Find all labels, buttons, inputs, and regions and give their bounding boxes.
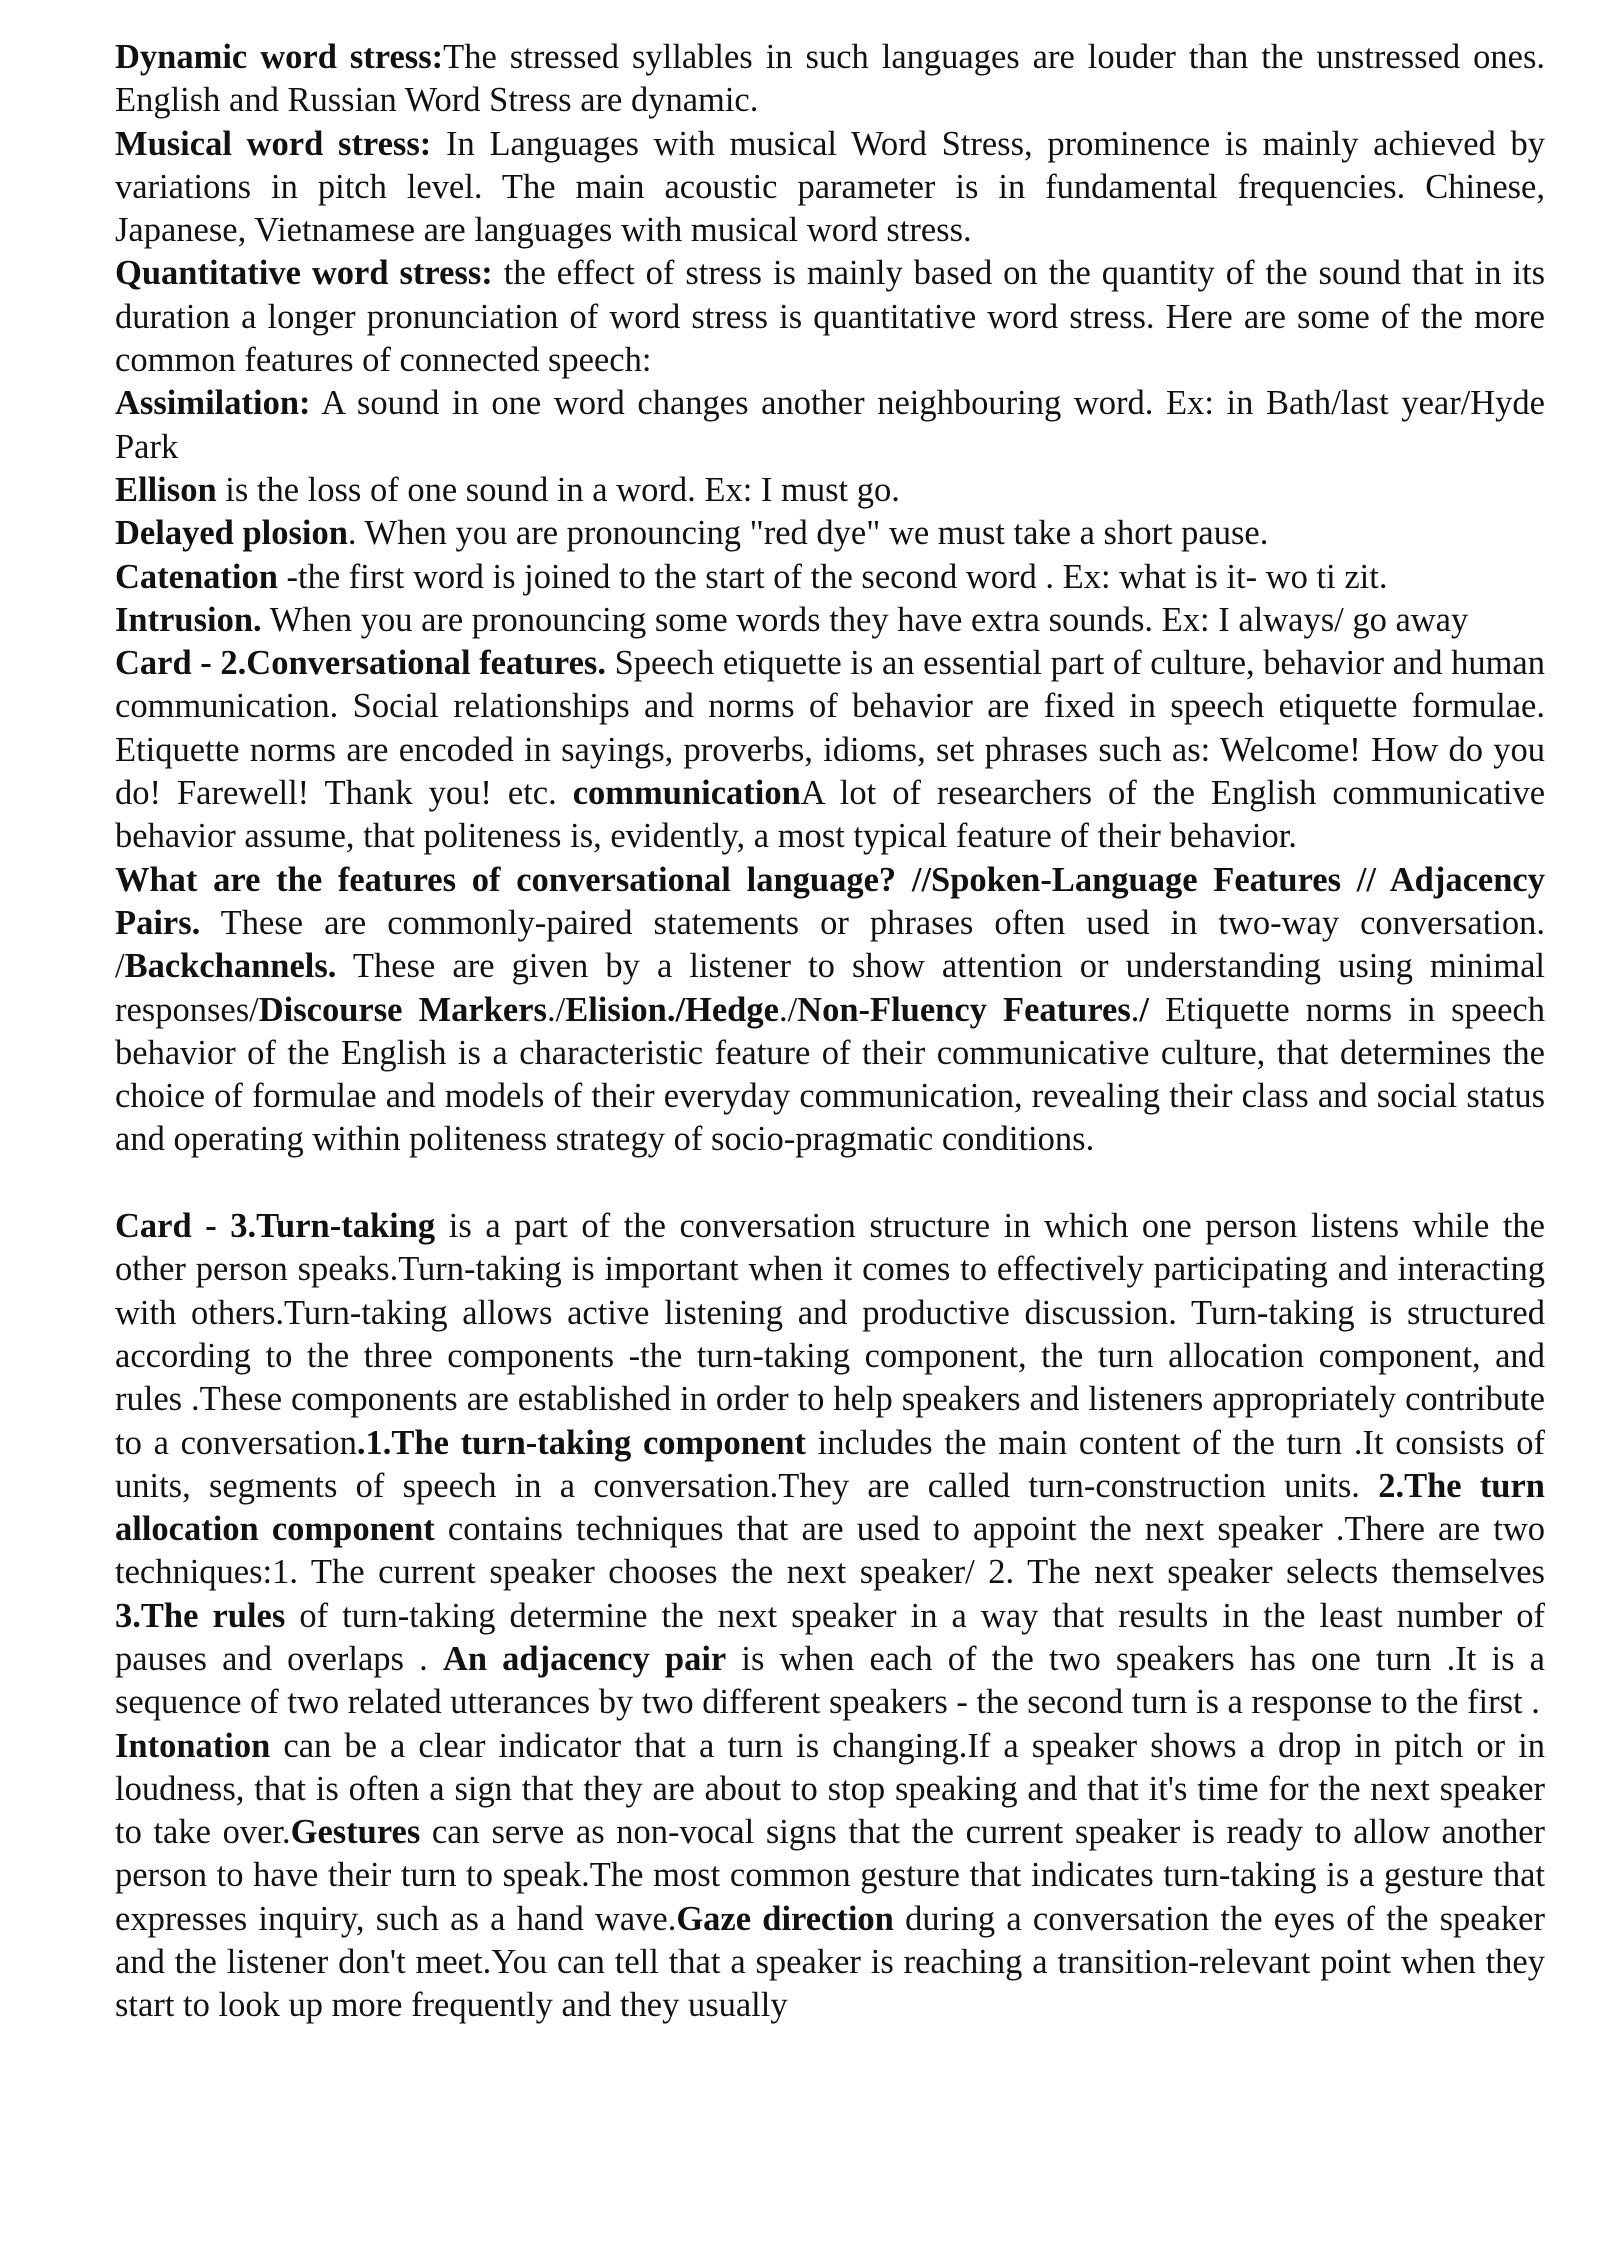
paragraph-intrusion <box>115 599 1545 642</box>
bold-term: Ellison <box>115 470 217 509</box>
body-text: When you are pronouncing some words they have extra sounds. Ex: I always/ go away <box>261 600 1469 639</box>
bold-term: Musical word stress: <box>115 124 432 163</box>
body-text: The stressed syllables in such languages are louder than the unstressed ones. English and Russian Word Stress are dynamic. <box>115 38 1545 120</box>
body-text: . <box>1130 990 1140 1029</box>
body-text: of turn-taking determine the next speaker in a way that results in the least number of pauses and overlaps . <box>115 1596 1545 1678</box>
body-text: is when each of the two speakers has one turn .It is a sequence of two related utterances by two different speakers - the second turn is a response to the first . <box>115 1639 1545 1722</box>
paragraph-delayed-plosion <box>115 512 1545 555</box>
body-text: includes the main content of the turn .It consists of units, segments of speech in a conversation.They are called turn-construction units. <box>115 1423 1545 1505</box>
document-page <box>115 36 1545 2028</box>
bold-term: Catenation <box>115 557 278 596</box>
paragraph-quantitative-stress <box>115 252 1545 382</box>
bold-term: Card - 2.Conversational features. <box>115 644 606 683</box>
body-text: ./ <box>778 990 798 1029</box>
body-text: ./ <box>546 990 566 1029</box>
paragraph-conversational-language <box>115 859 1545 1162</box>
bold-term: Backchannels. <box>124 947 337 986</box>
bold-term: .1.The turn-taking component <box>356 1423 806 1462</box>
bold-term: communication <box>572 774 801 813</box>
bold-term: Gestures <box>290 1813 421 1852</box>
paragraph-catenation <box>115 556 1545 599</box>
bold-term: Dynamic word stress: <box>115 38 444 76</box>
paragraph-assimilation <box>115 382 1545 469</box>
body-text: -the first word is joined to the start of the second word . Ex: what is it- wo ti zit. <box>277 557 1388 596</box>
bold-term: Discourse Markers <box>258 990 547 1029</box>
bold-term: 3.The rules <box>115 1596 286 1635</box>
body-text: Speech etiquette is an essential part of culture, behavior and human communication. Social relationships and norms of behavior are fixed in speech etiquette formulae. Etiquette norms are encoded in sayings, proverbs, idioms, set phrases such as: Welcome! How do you do! Farewell! Thank you! etc. <box>115 644 1545 813</box>
body-text: A sound in one word changes another neighbouring word. Ex: in Bath/last year/Hyde Park <box>115 384 1545 466</box>
bold-term: Non-Fluency Features <box>797 990 1131 1029</box>
bold-term: Intrusion. <box>115 600 262 639</box>
body-text: during a conversation the eyes of the speaker and the listener don't meet.You can tell that a speaker is reaching a transition-relevant point when they start to look up more frequently and they usually <box>115 1899 1545 2025</box>
body-text: can be a clear indicator that a turn is changing.If a speaker shows a drop in pitch or in loudness, that is often a sign that they are about to stop speaking and that it's time for the next speaker to take over. <box>115 1726 1545 1852</box>
bold-term: Card - 3.Turn-taking <box>115 1207 436 1246</box>
bold-term: An adjacency pair <box>442 1639 727 1678</box>
paragraph-card-3 <box>115 1205 1545 1725</box>
bold-term: 2.The turn allocation component <box>115 1466 1545 1549</box>
paragraph-dynamic-stress <box>115 36 1545 123</box>
paragraph-ellison <box>115 469 1545 512</box>
body-text: Etiquette norms in speech behavior of the English is a characteristic feature of their communicative culture, that determines the choice of formulae and models of their everyday communication, revealing their class and social status and operating within politeness strategy of socio-pragmatic conditions. <box>115 990 1546 1159</box>
bold-term: Intonation <box>115 1726 271 1765</box>
body-text: These are given by a listener to show attention or understanding using minimal responses/ <box>115 947 1545 1029</box>
bold-term: Quantitative word stress: <box>115 254 493 293</box>
bold-term: What are the features of conversational language? //Spoken-Language Features // Adjacency Pairs. <box>115 860 1545 942</box>
paragraph-musical-stress <box>115 123 1545 253</box>
body-text: is the loss of one sound in a word. Ex: I must go. <box>216 470 900 509</box>
body-text: the effect of stress is mainly based on the quantity of the sound that in its duration a longer pronunciation of word stress is quantitative word stress. Here are some of the more common features of connected speech: <box>115 254 1545 380</box>
bold-term: Gaze direction <box>676 1899 894 1938</box>
body-text: In Languages with musical Word Stress, prominence is mainly achieved by variations in pitch level. The main acoustic parameter is in fundamental frequencies. Chinese, Japanese, Vietnamese are languages with musical word stress. <box>115 124 1545 250</box>
body-text: These are commonly-paired statements or phrases often used in two-way conversation. / <box>115 903 1545 986</box>
paragraph-card-2 <box>115 642 1545 858</box>
body-text: is a part of the conversation structure in which one person listens while the other person speaks.Turn-taking is important when it comes to effectively participating and interacting with others.Turn-taking allows active listening and productive discussion. Turn-taking is structured according to the three components -the turn-taking component, the turn allocation component, and rules .These components are established in order to help speakers and listeners appropriately contribute to a conversation <box>115 1207 1545 1462</box>
bold-term: Elision./Hedge <box>565 990 779 1029</box>
body-text: can serve as non-vocal signs that the current speaker is ready to allow another person to have their turn to speak.The most common gesture that indicates turn-taking is a gesture that expresses inquiry, such as a hand wave. <box>115 1813 1545 1938</box>
bold-term: / <box>1139 990 1149 1029</box>
body-text: A lot of researchers of the English communicative behavior assume, that politeness is, evidently, a most typical feature of their behavior. <box>115 774 1546 856</box>
body-text: contains techniques that are used to appoint the next speaker .There are two techniques:1. The current speaker chooses the next speaker/ 2. The next speaker selects themselves <box>115 1510 1545 1592</box>
bold-term: Assimilation: <box>115 384 311 423</box>
body-text: . When you are pronouncing "red dye" we must take a short pause. <box>347 514 1269 553</box>
bold-term: Delayed plosion <box>115 514 348 553</box>
paragraph-intonation <box>115 1725 1545 2028</box>
